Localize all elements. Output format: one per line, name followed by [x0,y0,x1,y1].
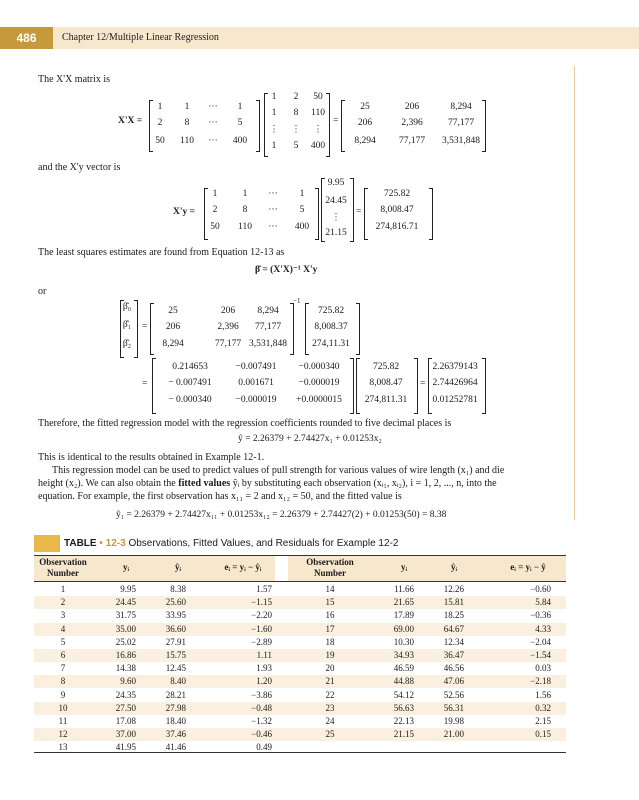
table-cell: 18.25 [443,610,464,621]
bracket [152,358,156,414]
vector-cell: 725.82 [383,189,411,199]
beta-symbol: β̂₁ [122,320,132,330]
table-bottom-rule [34,752,566,753]
col-header-obs-2: Observation Number [306,557,354,578]
table-cell: 34.93 [393,650,414,660]
vector-cell: 274,816.71 [375,222,419,232]
matrix-cell: 110 [311,108,325,118]
equals-sign: = [420,379,426,389]
matrix-cell: 1 [212,189,218,199]
vector-cell: 8,008.37 [314,322,348,332]
matrix-cell: −0.000340 [298,362,340,372]
xty-lhs: X'y = [173,207,196,217]
col-header-resid: eᵢ = yᵢ − ŷᵢ [224,562,262,572]
matrix-cell: 3,531,848 [249,339,287,349]
table-cell: 8 [60,676,66,687]
bracket [356,303,360,355]
table-cell: 27.91 [165,636,186,647]
matrix-cell: − 0.000340 [168,395,212,405]
matrix-cell: ··· [268,189,278,199]
table-cell: −2.04 [530,636,551,647]
table-cell: 8.38 [170,584,186,594]
matrix-cell: 77,177 [214,339,242,349]
bracket [134,300,138,358]
table-cell: 0.03 [535,663,551,674]
table-cell: −0.60 [530,584,551,594]
table-cell: 4 [60,623,66,634]
matrix-cell: 3,531,848 [442,136,480,146]
matrix-cell: ··· [268,222,278,232]
ls-intro: The least squares estimates are found from Equation 12-13 as [38,247,285,258]
table-cell: −0.36 [530,610,551,621]
vector-cell: 274,11.31 [312,339,350,349]
table-cell: 18 [325,636,335,647]
table-cell: 19.98 [443,716,464,726]
table-cell: 0.32 [535,702,551,713]
table-cell: 16 [325,610,335,621]
table-cell: 33.95 [165,610,186,621]
table-cell: 21.00 [443,729,464,740]
matrix-cell: ··· [208,102,218,112]
margin-rule [574,66,575,520]
matrix-cell: ⋮ [291,125,301,135]
table-cell: 1.20 [256,676,272,687]
first-obs-equation: ŷ₁ = 2.26379 + 2.74427x₁₁ + 0.01253x₁₂ = 2.26379 + 2.74427(2) + 0.01253(50) = 8.38 [116,510,447,520]
matrix-cell: 206 [220,306,236,316]
vector-cell: 725.82 [372,362,400,372]
matrix-cell: ⋮ [313,125,323,135]
xtx-intro: The X'X matrix is [38,74,111,85]
table-cell: 12 [58,729,68,740]
xtx-lhs: X'X = [118,116,143,126]
matrix-cell: 1 [271,141,277,151]
col-header-obs: Observation Number [39,557,87,578]
beta-symbol: β̂₀ [122,302,132,312]
matrix-cell: 8 [184,118,190,128]
table-cell: 3 [60,610,66,621]
matrix-cell: 50 [210,222,220,232]
table-cell: 41.46 [165,742,186,753]
matrix-cell: ··· [268,205,278,215]
table-cell: −0.46 [251,729,272,740]
table-cell: −2.89 [251,636,272,647]
table-cell: 2.15 [535,716,551,726]
table-cell: 8.40 [170,676,186,687]
table-cell: −1.54 [530,650,551,660]
table-cell: 16.86 [115,650,136,660]
table-cell: 1.57 [256,584,272,594]
table-cell: 6 [60,650,66,660]
matrix-cell: 8 [293,108,299,118]
table-cell: −1.32 [251,716,272,726]
table-cell: 4.33 [535,623,551,634]
vector-cell: 0.01252781 [432,395,478,405]
table-cell: 9 [60,689,66,700]
matrix-cell: −0.000019 [235,395,277,405]
table-cell: 21.65 [393,597,414,608]
table-cell: 18.40 [165,716,186,726]
table-cell: 24 [325,716,335,726]
table-cell: 69.00 [393,623,414,634]
matrix-cell: 8,294 [257,306,279,316]
vector-cell: 725.82 [317,306,345,316]
matrix-cell: 8 [242,205,248,215]
beta-equation: β̂ = (X'X)⁻¹ X'y [255,265,318,275]
table-cell: 22.13 [393,716,414,726]
table-cell: 0.15 [535,729,551,740]
matrix-cell: 110 [180,136,194,146]
col-header-y-2: yᵢ [400,562,408,572]
matrix-cell: 1 [237,102,243,112]
table-cell: 37.00 [115,729,136,740]
matrix-cell: 2,396 [217,322,239,332]
matrix-cell: 77,177 [254,322,282,332]
table-cell: −1.60 [251,623,272,634]
table-cell: 24.35 [115,689,136,700]
matrix-cell: 25 [168,306,178,316]
matrix-cell: 25 [360,102,370,112]
matrix-cell: 8,294 [162,339,184,349]
table-marker [34,535,60,552]
table-cell: 12.34 [443,636,464,647]
table-cell: 12.26 [443,584,464,594]
matrix-cell: 1 [299,189,305,199]
table-cell: 1.11 [256,650,272,660]
table-cell: −1.15 [251,597,272,608]
matrix-cell: 5 [293,141,299,151]
table-cell: 25.02 [115,636,136,647]
identical-text: This is identical to the results obtained in Example 12-1. [38,452,265,463]
matrix-cell: 1 [184,102,190,112]
matrix-cell: 1 [271,92,277,102]
vector-cell: 21.15 [325,228,347,238]
vector-cell: 8,008.47 [369,378,403,388]
table-cell: 36.47 [443,650,464,660]
matrix-cell: −0.000019 [298,378,340,388]
table-cell: 28.21 [165,689,186,700]
vector-cell: ⋮ [331,213,341,223]
predict-line-2: height (x₂). We can also obtain the fitted values ŷᵢ by substituting each observation (xᵢ₁, xᵢ₂), i = 1, 2, ..., n, into the [38,478,497,489]
matrix-cell: 206 [165,322,181,332]
matrix-cell: 110 [238,222,252,232]
table-cell: 64.67 [443,623,464,634]
table-cell: 25.60 [165,597,186,608]
matrix-cell: 400 [294,222,310,232]
table-cell: 1 [60,584,66,594]
matrix-cell: 400 [232,136,248,146]
table-cell: 25 [325,729,335,740]
matrix-cell: ··· [208,118,218,128]
table-cell: 27.98 [165,702,186,713]
vector-cell: 2.26379143 [432,362,478,372]
table-cell: 21 [325,676,335,687]
table-caption: TABLE • 12-3 Observations, Fitted Values, and Residuals for Example 12-2 [64,538,399,549]
table-cell: 11 [58,716,68,726]
bracket [350,358,354,414]
matrix-cell: ··· [208,136,218,146]
table-cell: 9.60 [120,676,136,687]
matrix-cell: 2 [157,118,163,128]
matrix-cell: 2 [293,92,299,102]
table-cell: −2.20 [251,610,272,621]
matrix-cell: 0.001671 [238,378,274,388]
matrix-cell: 206 [357,118,373,128]
table-cell: 21.15 [393,729,414,740]
table-cell: 14.38 [115,663,136,674]
table-cell: 14 [325,584,335,594]
col-header-yhat: ŷᵢ [174,562,182,572]
vector-cell: 8,008.47 [380,205,414,215]
equals-sign: = [356,207,362,217]
matrix-cell: 1 [157,102,163,112]
col-header-yhat-2: ŷᵢ [450,562,458,572]
table-cell: 22 [325,689,335,700]
or-label: or [38,286,47,297]
table-cell: −0.48 [251,702,272,713]
table-cell: 31.75 [115,610,136,621]
table-cell: 5.84 [535,597,551,608]
matrix-cell: 77,177 [447,118,475,128]
matrix-cell: 77,177 [398,136,426,146]
vector-cell: 2.74426964 [432,378,478,388]
matrix-cell: 8,294 [450,102,472,112]
table-cell: 44.88 [393,676,414,687]
table-cell: 46.59 [393,663,414,674]
inverse-exponent: −1 [293,297,301,305]
table-cell: 56.31 [443,702,464,713]
matrix-cell: 8,294 [354,136,376,146]
table-cell: 17.08 [115,716,136,726]
therefore-text: Therefore, the fitted regression model with the regression coefficients rounded to five decimal places is [38,418,452,429]
table-cell: 11.66 [394,584,414,594]
xty-intro: and the X'y vector is [38,162,121,173]
matrix-cell: 5 [237,118,243,128]
table-cell: 37.46 [165,729,186,740]
table-cell: 24.45 [115,597,136,608]
matrix-cell: 1 [271,108,277,118]
table-cell: 41.95 [115,742,136,753]
table-cell: 13 [58,742,68,753]
table-cell: 9.95 [120,584,136,594]
table-cell: 56.63 [393,702,414,713]
beta-symbol: β̂₂ [122,339,132,349]
table-cell: 1.93 [256,663,272,674]
col-header-resid-2: eᵢ = yᵢ − ŷ [510,562,546,572]
matrix-cell: 2 [212,205,218,215]
fitted-model-equation: ŷ = 2.26379 + 2.74427x₁ + 0.01253x₂ [238,434,382,444]
table-header-rule [34,581,566,582]
equals-sign: = [142,379,148,389]
matrix-cell: −0.007491 [235,362,277,372]
matrix-cell: 1 [242,189,248,199]
predict-line-1: This regression model can be used to predict values of pull strength for various values of wire length (x₁) and die [52,465,505,476]
table-cell: 54.12 [393,689,414,700]
matrix-cell: 5 [299,205,305,215]
matrix-cell: 400 [310,141,326,151]
predict-line-3: equation. For example, the first observation has x₁₁ = 2 and x₁₂ = 50, and the fitted value is [38,491,402,502]
table-cell: 10.30 [393,636,414,647]
table-cell: 5 [60,636,66,647]
table-cell: 15.75 [165,650,186,660]
table-cell: 2 [60,597,66,608]
matrix-cell: 206 [404,102,420,112]
vector-cell: 9.95 [327,178,345,188]
equals-sign: = [142,322,148,332]
table-cell: 52.56 [443,689,464,700]
chapter-title: Chapter 12/Multiple Linear Regression [62,32,219,43]
table-cell: 36.60 [165,623,186,634]
table-cell: 1.56 [535,689,551,700]
table-cell: −3.86 [251,689,272,700]
matrix-cell: 50 [313,92,323,102]
table-cell: 7 [60,663,66,674]
table-cell: −2.18 [530,676,551,687]
table-cell: 23 [325,702,335,713]
table-cell: 35.00 [115,623,136,634]
table-cell: 12.45 [165,663,186,674]
table-cell: 15 [325,597,335,608]
vector-cell: 24.45 [325,196,347,206]
table-cell: 17 [325,623,335,634]
table-cell: 15.81 [443,597,464,608]
page-number: 486 [0,27,53,49]
table-cell: 19 [325,650,335,660]
table-cell: 17.89 [393,610,414,621]
bracket [429,188,433,240]
bracket [256,100,260,152]
matrix-cell: 0.214653 [172,362,208,372]
table-cell: 46.56 [443,663,464,674]
matrix-cell: +0.0000015 [296,395,342,405]
matrix-cell: 50 [155,136,165,146]
matrix-cell: ⋮ [269,125,279,135]
equals-sign: = [333,116,339,126]
table-cell: 0.49 [256,742,272,753]
matrix-cell: − 0.007491 [168,378,212,388]
table-top-rule [34,555,566,556]
vector-cell: 274,811.31 [364,395,408,405]
fitted-values-term: fitted values [178,478,231,489]
table-cell: 10 [58,702,68,713]
table-cell: 20 [325,663,335,674]
table-cell: 27.50 [115,702,136,713]
col-header-y: yᵢ [122,562,130,572]
table-cell: 47.06 [443,676,464,687]
matrix-cell: 2,396 [401,118,423,128]
